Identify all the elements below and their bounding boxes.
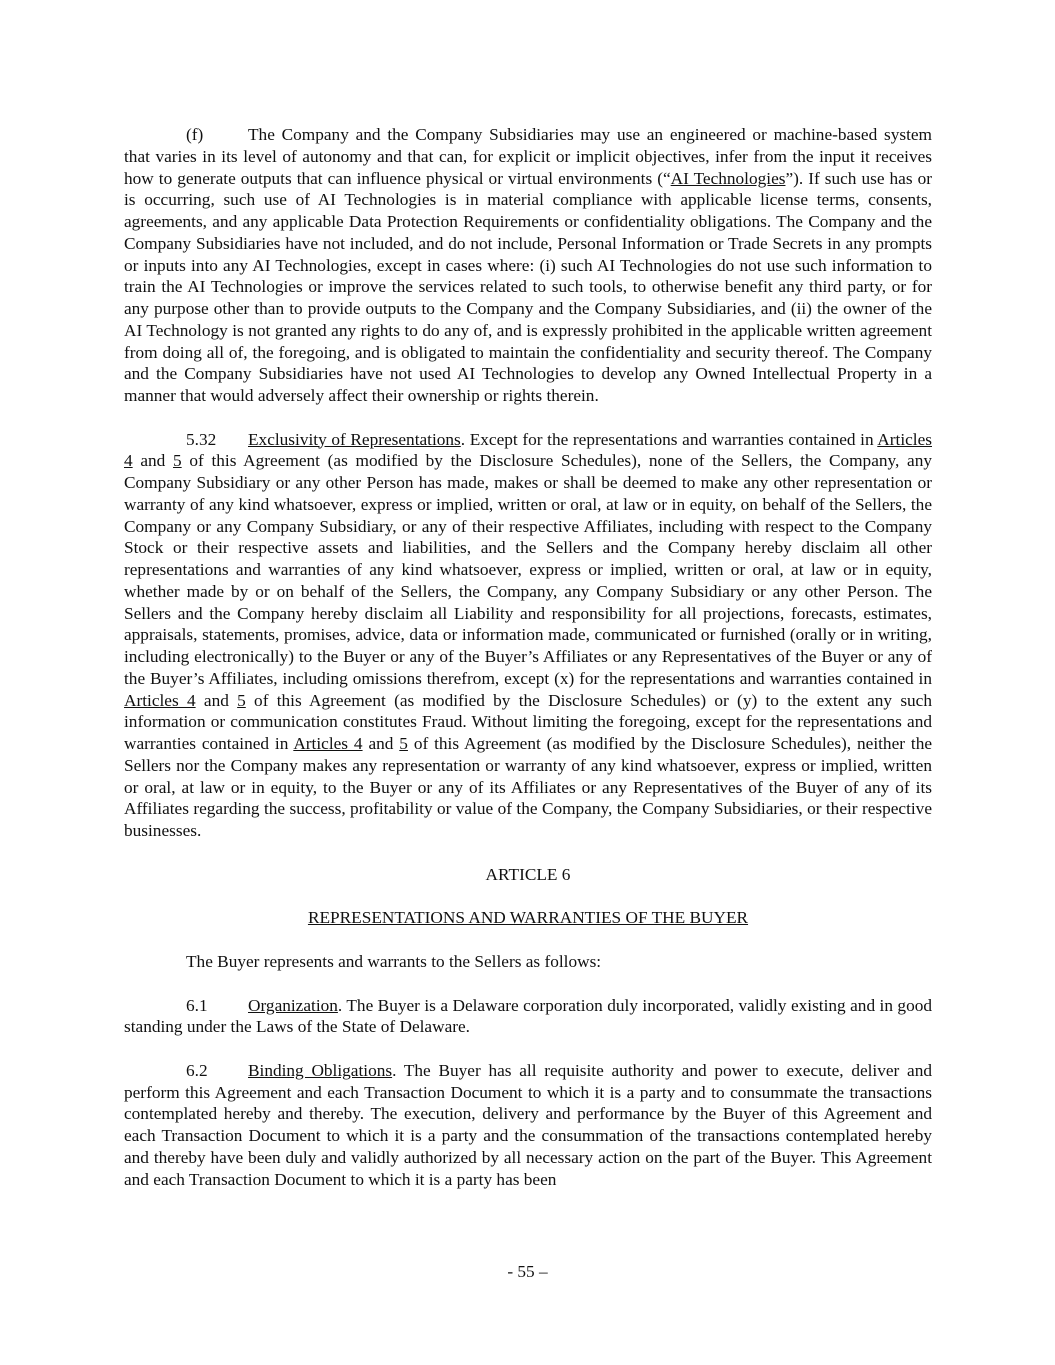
- section-5-32: [124, 429, 932, 842]
- section-text: . Except for the representations and warranties contained in: [460, 429, 878, 449]
- conjunction: and: [195, 690, 238, 710]
- paragraph-text: The Company and the Company Subsidiaries may use an engineered or machine-based system that varies in its level of autonomy and that can, for explicit or implicit objectives, infer from the input it receives how to generate outputs that can influence physical or virtual environments (“: [124, 125, 932, 188]
- section-6-2: [124, 1060, 932, 1191]
- paragraph-f: [124, 124, 932, 407]
- section-text: . The Buyer has all requisite authority and power to execute, deliver and perform this Agreement and each Transaction Document to which it is a party and to consummate the transactions contemplated hereby and thereby. The execution, delivery and performance by the Buyer of this Agreement and each Transaction Document to which it is a party and the consummation of the transactions contemplated hereby and thereby have been duly and validly authorized by all necessary action on the part of the Buyer. This Agreement and each Transaction Document to which it is a party has been: [124, 1060, 932, 1189]
- conjunction: and: [362, 734, 400, 753]
- section-text: of this Agreement (as modified by the Disclosure Schedules) or (y) to the extent any such information or communication constitutes Fraud. Without limiting the foregoing, except for the representations and warranties contained in: [124, 690, 932, 753]
- cross-reference: Articles 4: [124, 429, 932, 471]
- section-title: Binding Obligations: [248, 1060, 393, 1080]
- conjunction: and: [132, 451, 174, 471]
- cross-reference: 5: [399, 734, 408, 753]
- paragraph-text: ”). If such use has or is occurring, such use of AI Technologies is in material compliance with applicable license terms, consents, agreements, and any applicable Data Protection Requirements or confidentiality obligations. The Company and the Company Subsidiaries have not included, and do not include, Personal Information or Trade Secrets in any prompts or inputs into any AI Technologies, except in cases where: (i) such AI Technologies do not use such information to train the AI Technologies or improve the services related to such tools, to otherwise benefit any third party, or for any purpose other than to provide outputs to the Company and the Company Subsidiaries, and (ii) the owner of the AI Technology is not granted any rights to do any of, and is expressly prohibited in the applicable written agreement from doing all of, the foregoing, and is obligated to maintain the confidentiality and security thereof. The Company and the Company Subsidiaries have not used AI Technologies to develop any Owned Intellectual Property in a manner that would adversely affect their ownership or rights therein.: [124, 168, 932, 405]
- article-title-text: REPRESENTATIONS AND WARRANTIES OF THE BUYER: [307, 908, 749, 928]
- paragraph-label: (f): [186, 125, 204, 144]
- cross-reference: Articles 4: [124, 690, 196, 710]
- document-page: [124, 124, 932, 1212]
- cross-reference: Articles 4: [293, 734, 363, 753]
- defined-term: AI Technologies: [670, 168, 786, 188]
- article-title: [124, 907, 932, 929]
- section-number: 5.32: [186, 429, 217, 449]
- section-6-1: [124, 995, 932, 1039]
- section-title: Exclusivity of Representations: [248, 429, 461, 449]
- section-number: 6.1: [186, 995, 208, 1015]
- section-text: . The Buyer is a Delaware corporation duly incorporated, validly existing and in good standing under the Laws of the State of Delaware.: [124, 995, 932, 1037]
- section-number: 6.2: [186, 1060, 208, 1080]
- section-text: of this Agreement (as modified by the Disclosure Schedules), none of the Sellers, the Company, any Company Subsidiary or any other Person has made, makes or shall be deemed to make any other representation or warranty of any kind whatsoever, express or implied, written or oral, at law or in equity, on behalf of the Sellers, the Company or any Company Subsidiary, or any of their respective Affiliates, including with respect to the Company Stock or their respective assets and liabilities, and the Sellers and the Company hereby disclaim all other representations and warranties of any kind whatsoever, express or implied, written or oral, at law or in equity, whether made by or on behalf of the Sellers, the Company, any Company Subsidiary or any other Person. The Sellers and the Company hereby disclaim all Liability and responsibility for all projections, forecasts, estimates, appraisals, statements, promises, advice, data or information made, communicated or furnished (orally or in writing, including electronically) to the Buyer or any of the Buyer’s Affiliates or any Representatives of the Buyer or any of the Buyer’s Affiliates, including omissions therefrom, except (x) for the representations and warranties contained in: [124, 451, 933, 688]
- cross-reference: 5: [173, 451, 182, 471]
- section-text: of this Agreement (as modified by the Disclosure Schedules), neither the Sellers nor the Company makes any representation or warranty of any kind whatsoever, express or implied, written or oral, at law or in equity, to the Buyer or any of its Affiliates or any Representatives of the Buyer of any of its Affiliates regarding the success, profitability or value of the Company, the Company Subsidiaries, or their respective businesses.: [124, 734, 932, 840]
- article-intro: The Buyer represents and warrants to the Sellers as follows:: [186, 952, 602, 971]
- cross-reference: 5: [237, 690, 246, 710]
- article-number: ARTICLE 6: [485, 864, 571, 884]
- section-title: Organization: [248, 995, 338, 1015]
- page-number: - 55 –: [507, 1262, 548, 1281]
